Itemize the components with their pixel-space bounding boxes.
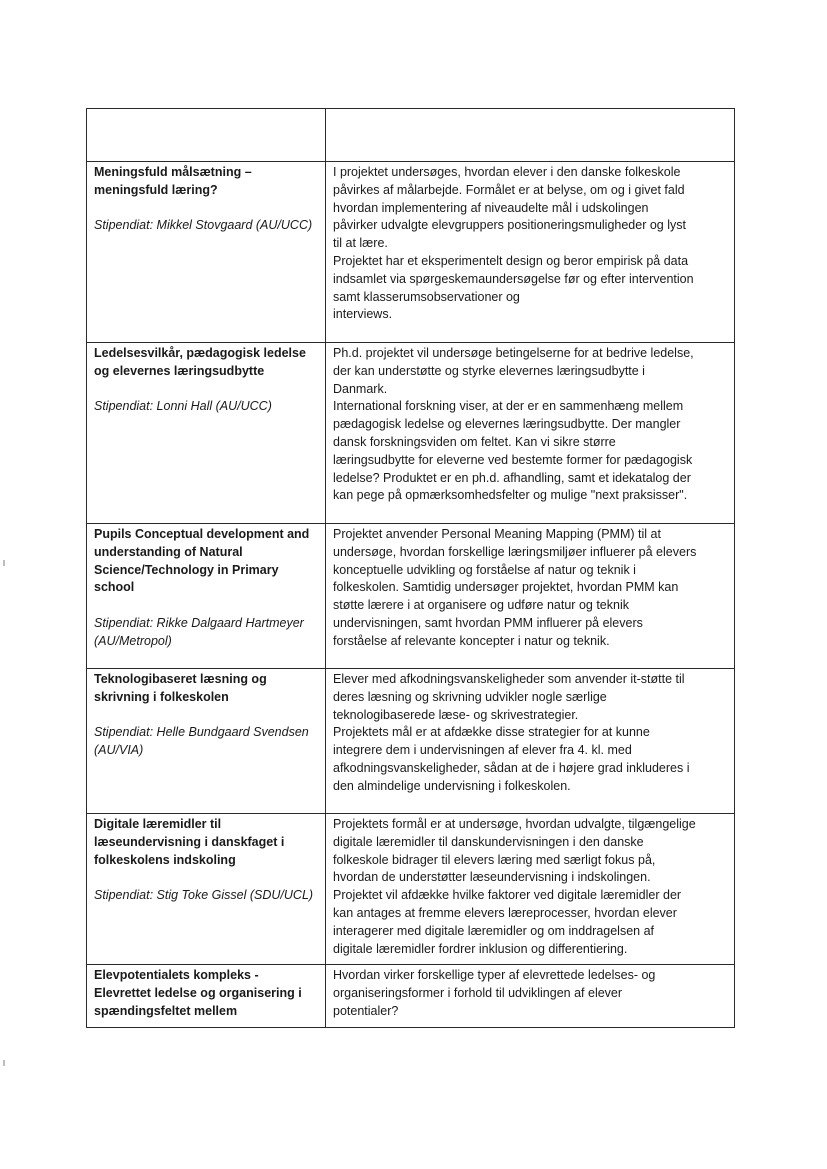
table-row [87, 965, 735, 1027]
description-line: potentialer? [333, 1003, 399, 1018]
description-line: kan antages at fremme elevers læreprocesser, hvordan elever [333, 905, 677, 920]
description-line: International forskning viser, at der er en sammenhæng mellem [333, 399, 684, 414]
description-line: organiseringsformer i forhold til udviklingen af elever [333, 986, 623, 1001]
header-cell-empty [87, 109, 326, 162]
project-title: Pupils Conceptual development and understanding of Natural Science/Technology in Primary school [94, 527, 310, 595]
description-line: påvirker udvalgte elevgruppers positioneringsmuligheder og lyst [333, 218, 686, 233]
project-title: Elevpotentialets kompleks - Elevrettet ledelse og organisering i spændingsfeltet mellem [94, 968, 302, 1018]
description-line: Projektet vil afdække hvilke faktorer ved digitale læremidler der [333, 888, 682, 903]
project-title-cell [87, 669, 326, 814]
project-description-cell [326, 669, 735, 814]
description-line: Projektet har et eksperimentelt design og beror empirisk på data [333, 253, 689, 268]
project-title: Digitale læremidler til læseundervisning i danskfaget i folkeskolens indskoling [94, 817, 285, 867]
description-line: deres læsning og skrivning udvikler nogle særlige [333, 689, 607, 704]
description-line: I projektet undersøges, hvordan elever i den danske folkeskole [333, 165, 681, 179]
project-title-cell [87, 162, 326, 343]
project-description-cell [326, 524, 735, 669]
description-line: folkeskole bidrager til elevers læring med særligt fokus på, [333, 852, 656, 867]
description-line: digitale læremidler til danskundervisningen i den danske [333, 834, 644, 849]
header-cell-empty [326, 109, 735, 162]
description-line: folkeskolen. Samtidig undersøger projektet, hvordan PMM kan [333, 580, 679, 595]
project-description-cell [326, 814, 735, 965]
scan-mark [3, 1060, 5, 1066]
description-line: til at lære. [333, 236, 388, 251]
description-line: konceptuelle udvikling og forståelse af natur og teknik i [333, 562, 636, 577]
description-line: interagerer med digitale læremidler og om inddragelsen af [333, 923, 655, 938]
description-line: læringsudbytte for eleverne ved bestemte former for pædagogisk [333, 452, 693, 467]
description-line: undersøge, hvordan forskellige læringsmiljøer influerer på elevers [333, 544, 697, 559]
description-line: Danmark. [333, 381, 388, 396]
description-line: Projektets formål er at undersøge, hvordan udvalgte, tilgængelige [333, 817, 696, 831]
description-line: dansk forskningsviden om feltet. Kan vi sikre større [333, 434, 616, 449]
description-line: integrere dem i undervisningen af elever fra 4. kl. med [333, 743, 632, 758]
stipendiat: Stipendiat: Mikkel Stovgaard (AU/UCC) [94, 218, 313, 233]
description-line: undervisningen, samt hvordan PMM influerer på elevers [333, 615, 643, 630]
project-description-cell [326, 162, 735, 343]
project-title: Ledelsesvilkår, pædagogisk ledelse og elevernes læringsudbytte [94, 346, 306, 378]
stipendiat: Stipendiat: Stig Toke Gissel (SDU/UCL) [94, 888, 314, 903]
project-title-cell [87, 814, 326, 965]
description-line: hvordan implementering af niveaudelte mål i udskolingen [333, 200, 649, 215]
table-row [87, 162, 735, 343]
stipendiat: Stipendiat: Lonni Hall (AU/UCC) [94, 399, 272, 414]
description-line: forståelse af relevante koncepter i natur og teknik. [333, 633, 610, 648]
description-line: ledelse? Produktet er en ph.d. afhandling, samt et idekatalog der [333, 470, 691, 485]
description-line: hvordan de understøtter læseundervisning i indskolingen. [333, 870, 651, 885]
project-title-cell [87, 343, 326, 524]
description-line: kan pege på opmærksomhedsfelter og mulige "next praksisser". [333, 488, 688, 503]
project-title: Teknologibaseret læsning og skrivning i folkeskolen [94, 672, 267, 704]
project-title-cell [87, 965, 326, 1027]
description-line: afkodningsvanskeligheder, sådan at de i højere grad inkluderes i [333, 760, 690, 775]
project-table [86, 108, 735, 1028]
description-line: den almindelige undervisning i folkeskolen. [333, 778, 571, 793]
stipendiat: Stipendiat: Helle Bundgaard Svendsen (AU/VIA) [94, 725, 309, 758]
description-line: samt klasserumsobservationer og [333, 289, 520, 304]
stipendiat: Stipendiat: Rikke Dalgaard Hartmeyer (AU/Metropol) [94, 615, 304, 648]
description-line: Elever med afkodningsvanskeligheder som anvender it-støtte til [333, 672, 685, 686]
table-row [87, 524, 735, 669]
scan-mark [3, 560, 5, 566]
table-row [87, 669, 735, 814]
description-line: Projektets mål er at afdække disse strategier for at kunne [333, 725, 650, 740]
description-line: Projektet anvender Personal Meaning Mapping (PMM) til at [333, 527, 661, 541]
description-line: Hvordan virker forskellige typer af elevrettede ledelses- og [333, 968, 656, 983]
table-header-row [87, 109, 735, 162]
description-line: der kan understøtte og styrke elevernes læringsudbytte i [333, 363, 645, 378]
description-line: digitale læremidler fordrer inklusion og differentiering. [333, 941, 628, 956]
table-row [87, 343, 735, 524]
description-line: påvirkes af målarbejde. Formålet er at belyse, om og i givet fald [333, 182, 685, 197]
table-row [87, 814, 735, 965]
project-title: Meningsfuld målsætning – meningsfuld læring? [94, 165, 252, 197]
description-line: pædagogisk ledelse og elevernes læringsudbytte. Der mangler [333, 417, 681, 432]
description-line: støtte lærere i at organisere og udføre natur og teknik [333, 598, 629, 613]
project-title-cell [87, 524, 326, 669]
description-line: indsamlet via spørgeskemaundersøgelse før og efter intervention [333, 271, 694, 286]
description-line: Ph.d. projektet vil undersøge betingelserne for at bedrive ledelse, [333, 346, 694, 360]
project-description-cell [326, 965, 735, 1027]
description-line: interviews. [333, 307, 393, 322]
description-line: teknologibaserede læse- og skrivestrategier. [333, 707, 579, 722]
project-description-cell [326, 343, 735, 524]
